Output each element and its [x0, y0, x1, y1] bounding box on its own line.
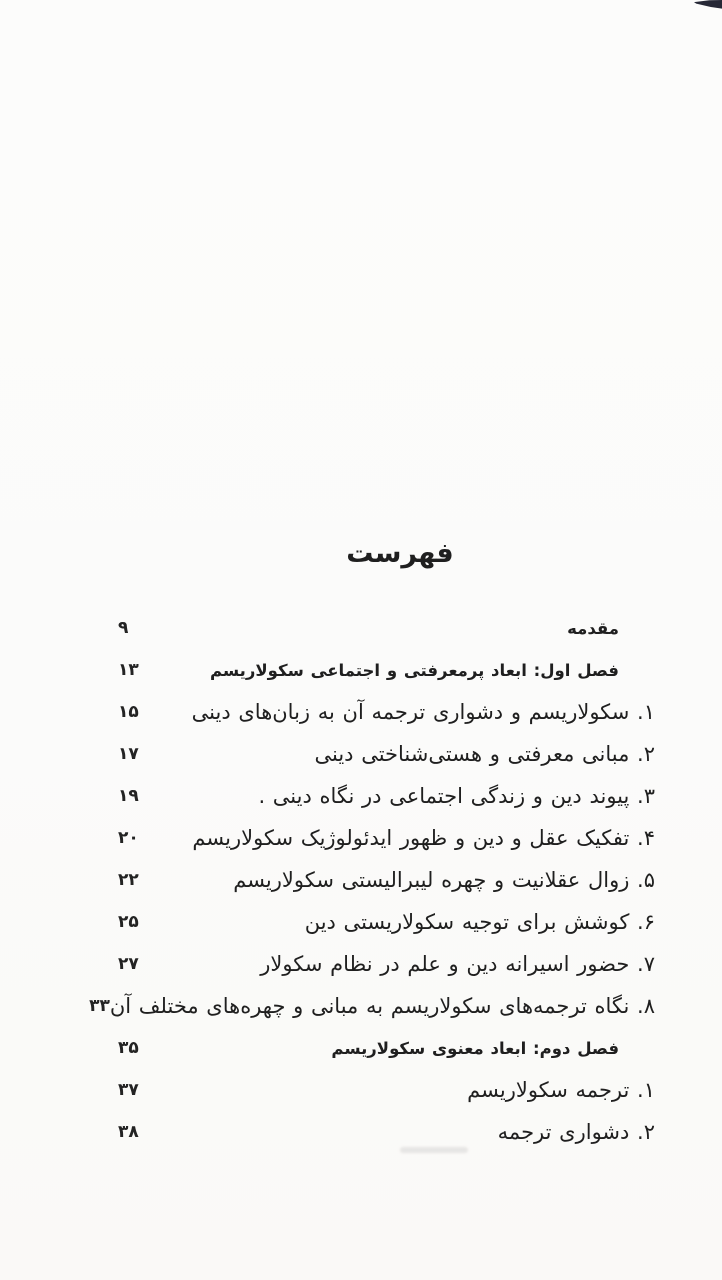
toc-entry-label: مقدمه [567, 618, 619, 638]
scan-smudge-artifact [400, 1147, 468, 1153]
toc-row [118, 649, 655, 691]
toc-entry-page-number: ۲۵ [118, 912, 139, 932]
toc-entry-page-number: ۲۰ [118, 828, 139, 848]
toc-row [118, 607, 655, 649]
toc-row [118, 901, 655, 943]
toc-row [118, 817, 655, 859]
toc-entry-label: ۲. دشواری ترجمه [497, 1120, 655, 1144]
toc-entry-page-number: ۳۵ [118, 1038, 139, 1058]
toc-entry-label: فصل اول: ابعاد پرمعرفتی و اجتماعی سکولاریسم [209, 660, 619, 680]
toc-entry-label: ۳. پیوند دین و زندگی اجتماعی در نگاه دینی . [258, 784, 655, 808]
toc-row [89, 985, 655, 1027]
toc-row [118, 733, 655, 775]
toc-entry-label: ۲. مبانی معرفتی و هستی‌شناختی دینی [314, 742, 655, 766]
toc-entry-page-number: ۱۵ [118, 702, 139, 722]
toc-entry-page-number: ۳۳ [89, 996, 110, 1016]
toc-entry-label: ۸. نگاه ترجمه‌های سکولاریسم به مبانی و چهره‌های مختلف آن [109, 994, 655, 1018]
toc-row [118, 691, 655, 733]
toc-row [118, 1111, 655, 1153]
toc-entry-label: ۷. حضور اسیرانه دین و علم در نظام سکولار [260, 952, 655, 976]
toc-row [118, 1027, 655, 1069]
toc-entry-page-number: ۱۳ [118, 660, 139, 680]
toc-entry-page-number: ۱۷ [118, 744, 139, 764]
toc-row [118, 1069, 655, 1111]
toc-entry-page-number: ۲۷ [118, 954, 139, 974]
scan-corner-artifact [694, 0, 722, 12]
toc-entry-label: فصل دوم: ابعاد معنوی سکولاریسم [331, 1038, 619, 1058]
toc-entry-label: ۱. سکولاریسم و دشواری ترجمه آن به زبان‌های دینی [191, 700, 655, 724]
toc-entry-label: ۱. ترجمه سکولاریسم [467, 1078, 655, 1102]
table-of-contents [89, 607, 655, 1153]
toc-entry-label: ۵. زوال عقلانیت و چهره لیبرالیستی سکولاریسم [233, 868, 655, 892]
toc-entry-page-number: ۳۷ [118, 1080, 139, 1100]
toc-entry-label: ۴. تفکیک عقل و دین و ظهور ایدئولوژیک سکولاریسم [192, 826, 655, 850]
toc-entry-page-number: ۱۹ [118, 786, 139, 806]
toc-row [118, 775, 655, 817]
toc-row [118, 943, 655, 985]
toc-row [118, 859, 655, 901]
toc-entry-page-number: ۳۸ [118, 1122, 139, 1142]
toc-entry-label: ۶. کوشش برای توجیه سکولاریستی دین [304, 910, 655, 934]
page-title: فهرست [346, 538, 454, 570]
toc-entry-page-number: ۲۲ [118, 870, 139, 890]
toc-entry-page-number: ۹ [118, 618, 129, 638]
